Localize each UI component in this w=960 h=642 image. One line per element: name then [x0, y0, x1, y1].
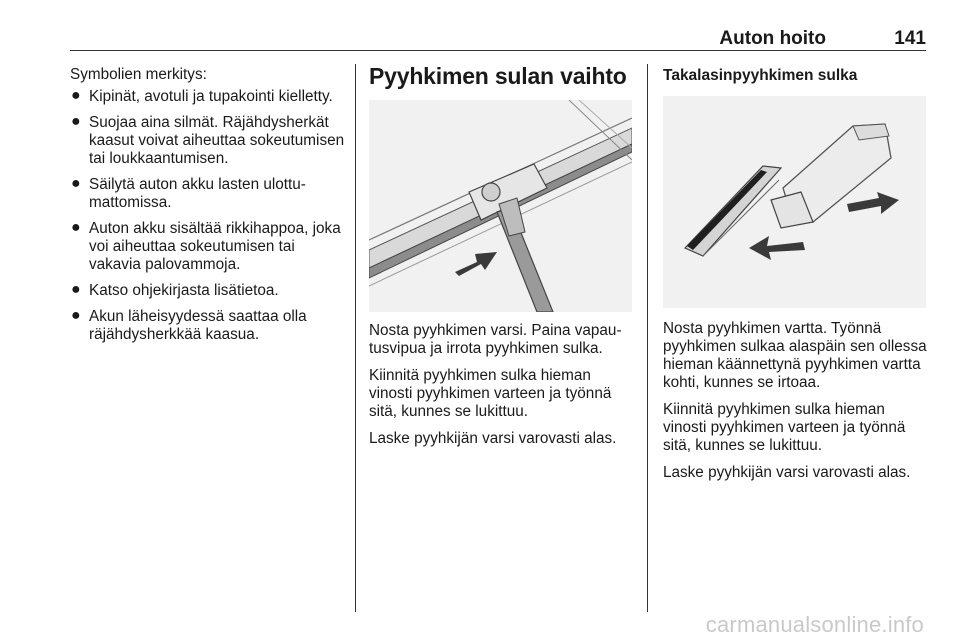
list-item-text: Katso ohjekirjasta lisätietoa. — [89, 282, 279, 299]
section-heading: Pyyhkimen sulan vaihto — [369, 63, 627, 89]
list-item-text: Akun läheisyydessä saattaa olla räjähdysherkkää kaasua. — [89, 308, 307, 343]
page-header — [70, 28, 926, 50]
list-item — [70, 114, 346, 168]
column-middle-text — [369, 322, 634, 457]
column-divider — [647, 64, 648, 612]
section-title: Auton hoito — [719, 28, 826, 49]
column-right-text — [663, 320, 928, 491]
rear-wiper-blade-illustration — [663, 96, 926, 308]
symbols-list — [70, 88, 346, 344]
list-item-text: Kipinät, avotuli ja tupakointi kielletty. — [89, 88, 333, 105]
bullet-icon: ● — [71, 307, 81, 324]
watermark: carmanualsonline.info — [705, 612, 924, 637]
list-item — [70, 176, 346, 212]
instruction-paragraph: Laske pyyhkijän varsi varovasti alas. — [663, 464, 911, 481]
bullet-icon: ● — [71, 113, 81, 130]
list-item — [70, 308, 346, 344]
instruction-paragraph: Kiinnitä pyyhkimen sulka hieman vinosti pyyhkimen varteen ja työnnä sitä, kunnes se lukittuu. — [663, 401, 906, 454]
list-item — [70, 88, 346, 106]
column-divider — [355, 64, 356, 612]
bullet-icon: ● — [71, 175, 81, 192]
bullet-icon: ● — [71, 87, 81, 104]
list-item — [70, 220, 346, 274]
symbols-intro: Symbolien merkitys: — [70, 66, 207, 83]
list-item-text: Suojaa aina silmät. Räjähdysherkät kaasut voivat aiheuttaa sokeutumisen tai loukkaantumisen. — [89, 114, 345, 167]
instruction-paragraph: Nosta pyyhkimen varsi. Paina vapautusvipua ja irrota pyyhkimen sulka. — [369, 322, 622, 357]
page-number: 141 — [894, 28, 926, 49]
list-item-text: Säilytä auton akku lasten ulottumattomissa. — [89, 176, 306, 211]
bullet-icon: ● — [71, 281, 81, 298]
list-item — [70, 282, 346, 300]
column-left — [70, 66, 346, 352]
wiper-blade-illustration — [369, 100, 632, 312]
section-heading: Takalasinpyyhkimen sulka — [663, 67, 858, 84]
list-item-text: Auton akku sisältää rikkihappoa, joka voi aiheuttaa sokeutumisen tai vakavia palovammoja. — [89, 220, 341, 273]
bullet-icon: ● — [71, 219, 81, 236]
column-middle — [369, 64, 634, 88]
header-rule — [70, 50, 926, 51]
instruction-paragraph: Nosta pyyhkimen vartta. Työnnä pyyhkimen sulkaa alaspäin sen ollessa hieman käännettynä pyyhkimen vartta kohti, kunnes se irtoaa. — [663, 320, 927, 391]
instruction-paragraph: Kiinnitä pyyhkimen sulka hieman vinosti pyyhkimen varteen ja työnnä sitä, kunnes se lukittuu. — [369, 367, 612, 420]
instruction-paragraph: Laske pyyhkijän varsi varovasti alas. — [369, 430, 617, 447]
column-right — [663, 66, 928, 86]
